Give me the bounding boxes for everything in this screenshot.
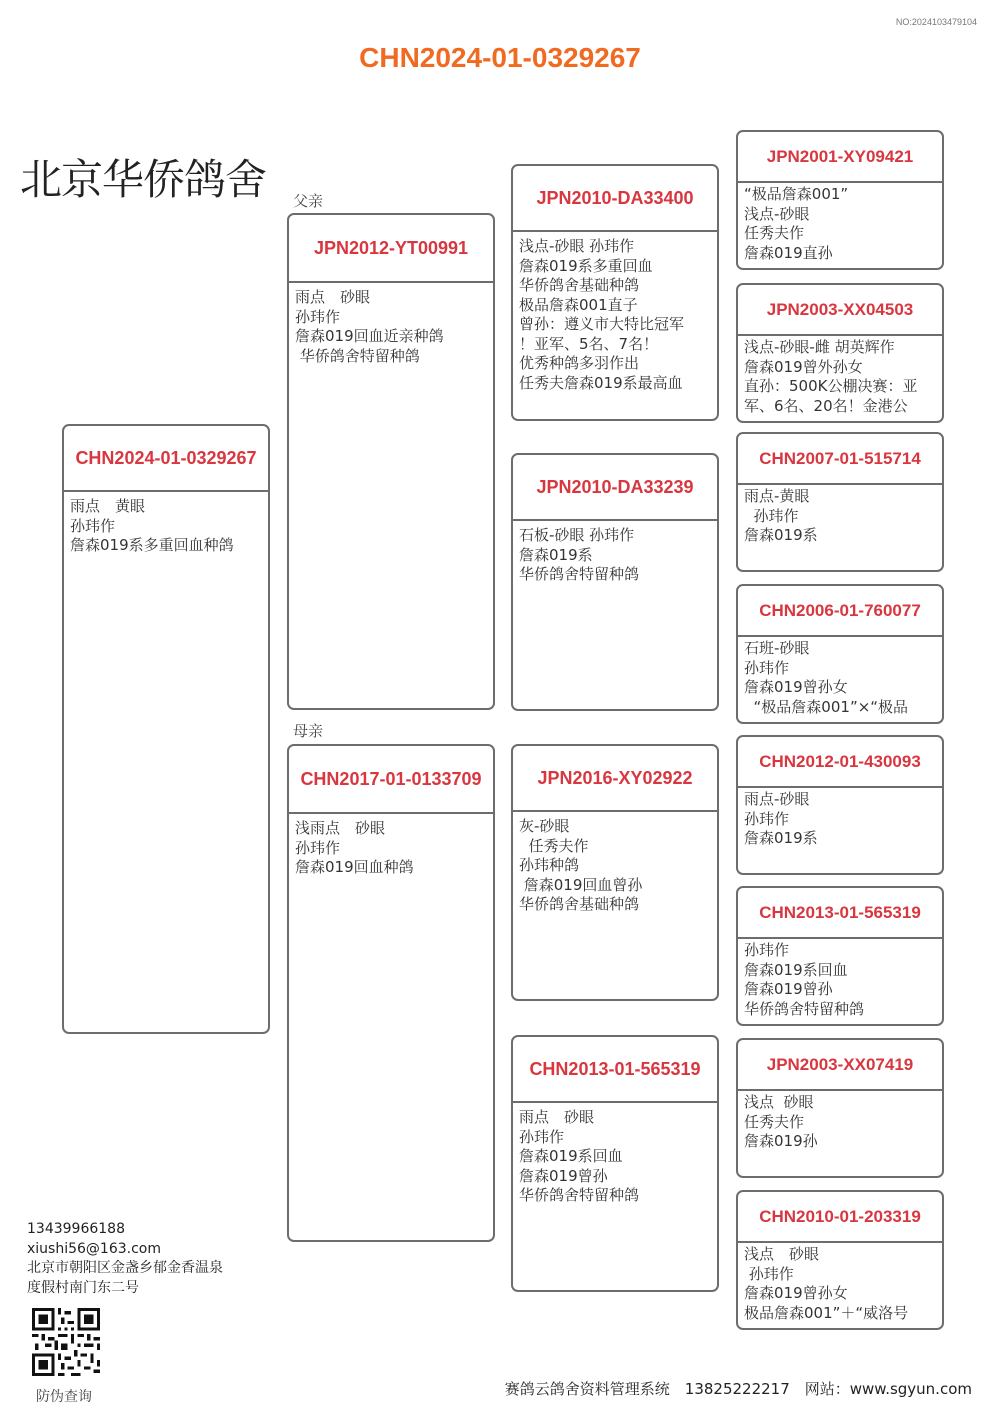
- detail-line: 孙玮作: [295, 307, 341, 326]
- grandsire-maternal-ring: JPN2016-XY02922: [513, 746, 717, 812]
- contact-address-line-2: 度假村南门东二号: [27, 1279, 139, 1296]
- mother-card: [287, 744, 495, 1242]
- detail-line: 华侨鸽舍基础种鸽: [519, 895, 640, 913]
- detail-line: 任秀夫作: [519, 836, 589, 855]
- ggp-details: [738, 183, 942, 263]
- father-details: [289, 283, 493, 366]
- contact-address-line-1: 北京市朝阳区金盏乡郁金香温泉: [27, 1260, 223, 1276]
- ggp-ring: JPN2003-XX04503: [738, 285, 942, 336]
- detail-line: 极品詹森001直子: [519, 295, 638, 314]
- detail-line: 优秀种鸽多羽作出: [519, 354, 640, 372]
- ggp-card-1: [736, 130, 944, 270]
- ggp-card-6: [736, 886, 944, 1026]
- granddam-maternal-card: [511, 1035, 719, 1292]
- detail-line: 詹森019曾孙女: [744, 678, 848, 696]
- detail-line: 詹森019直孙: [744, 243, 833, 262]
- document-number: NO:2024103479104: [895, 17, 977, 27]
- detail-line: 雨点 砂眼: [519, 1108, 595, 1126]
- detail-line: “极品詹森001”×“极品: [744, 697, 909, 716]
- detail-line: 詹森019系多重回血种鸽: [70, 536, 234, 554]
- detail-line: 詹森019系: [744, 526, 818, 544]
- detail-line: 浅点 砂眼: [744, 1093, 814, 1111]
- detail-line: 直孙：500K公棚决赛：亚: [744, 377, 918, 395]
- detail-line: 孙玮作: [744, 1264, 794, 1283]
- detail-line: 石板-砂眼 孙玮作: [519, 526, 635, 544]
- contact-info: [27, 1220, 223, 1298]
- subject-ring: CHN2024-01-0329267: [64, 426, 268, 492]
- detail-line: 孙玮作: [70, 516, 116, 535]
- detail-line: 詹森019回血近亲种鸽: [295, 327, 444, 345]
- detail-line: 詹森019系: [519, 545, 593, 564]
- footer-text: 赛鸽云鸽舍资料管理系统 13825222217 网站：www.sgyun.com: [504, 1380, 972, 1398]
- detail-line: 任秀夫作: [744, 1112, 805, 1131]
- detail-line: 詹森019回血种鸽: [295, 858, 414, 876]
- ggp-card-3: [736, 432, 944, 572]
- detail-line: 浅点 砂眼: [744, 1245, 820, 1263]
- ggp-ring: CHN2010-01-203319: [738, 1192, 942, 1243]
- detail-line: 詹森019曾孙女: [744, 1284, 848, 1302]
- detail-line: 雨点 砂眼: [295, 288, 371, 306]
- mother-details: [289, 814, 493, 878]
- detail-line: 孙玮作: [519, 1127, 565, 1146]
- detail-line: 孙玮种鸽: [519, 856, 580, 874]
- mother-label: 母亲: [293, 722, 324, 740]
- ggp-details: [738, 1091, 942, 1152]
- ggp-card-7: [736, 1038, 944, 1178]
- subject-details: [64, 492, 268, 556]
- ggp-ring: JPN2003-XX07419: [738, 1040, 942, 1091]
- detail-line: 华侨鸽舍基础种鸽: [519, 276, 640, 294]
- detail-line: 詹森019系多重回血: [519, 256, 653, 275]
- detail-line: “极品詹森001”: [744, 185, 849, 203]
- ggp-card-2: [736, 283, 944, 423]
- detail-line: 孙玮作: [295, 838, 341, 857]
- detail-line: 詹森019孙: [744, 1132, 818, 1150]
- grandsire-maternal-card: [511, 744, 719, 1001]
- detail-line: 军、6名、20名！金港公: [744, 396, 908, 415]
- ggp-ring: CHN2012-01-430093: [738, 737, 942, 788]
- main-ring-number: CHN2024-01-0329267: [359, 42, 641, 73]
- contact-email: xiushi56@163.com: [27, 1240, 161, 1257]
- ggp-details: [738, 788, 942, 849]
- granddam-maternal-ring: CHN2013-01-565319: [513, 1037, 717, 1103]
- detail-line: 孙玮作: [744, 809, 790, 828]
- detail-line: 詹森019曾外孙女: [744, 357, 863, 376]
- detail-line: 灰-砂眼: [519, 817, 570, 835]
- ggp-details: [738, 336, 942, 416]
- detail-line: 詹森019曾孙: [744, 980, 833, 998]
- grandsire-paternal-card: [511, 164, 719, 421]
- subject-card: [62, 424, 270, 1034]
- detail-line: 浅点-砂眼 孙玮作: [519, 237, 635, 255]
- ggp-card-5: [736, 735, 944, 875]
- detail-line: 任秀夫詹森019系最高血: [519, 373, 683, 392]
- grandsire-paternal-details: [513, 232, 717, 393]
- detail-line: 孙玮作: [744, 658, 790, 677]
- detail-line: 曾孙：遵义市大特比冠军: [519, 315, 685, 333]
- detail-line: 詹森019回血曾孙: [519, 875, 643, 894]
- detail-line: ！亚军、5名、7名！: [519, 334, 659, 353]
- detail-line: 雨点-黄眼: [744, 487, 810, 505]
- ggp-ring: CHN2007-01-515714: [738, 434, 942, 485]
- detail-line: 詹森019系回血: [519, 1147, 623, 1165]
- ggp-details: [738, 637, 942, 717]
- grandsire-maternal-details: [513, 812, 717, 915]
- detail-line: 石班-砂眼: [744, 639, 810, 657]
- grandsire-paternal-ring: JPN2010-DA33400: [513, 166, 717, 232]
- detail-line: 雨点 黄眼: [70, 497, 146, 515]
- granddam-paternal-ring: JPN2010-DA33239: [513, 455, 717, 521]
- ggp-ring: CHN2013-01-565319: [738, 888, 942, 939]
- granddam-paternal-details: [513, 521, 717, 585]
- detail-line: 孙玮作: [744, 941, 790, 959]
- detail-line: 任秀夫作: [744, 224, 805, 242]
- father-ring: JPN2012-YT00991: [289, 215, 493, 283]
- granddam-maternal-details: [513, 1103, 717, 1206]
- detail-line: 华侨鸽舍特留种鸽: [519, 1186, 640, 1204]
- loft-name: 北京华侨鸽舍: [20, 155, 267, 204]
- ggp-details: [738, 485, 942, 546]
- father-card: [287, 213, 495, 710]
- detail-line: 华侨鸽舍特留种鸽: [295, 346, 420, 365]
- detail-line: 詹森019系: [744, 829, 818, 847]
- qr-caption: 防伪查询: [36, 1389, 92, 1405]
- ggp-details: [738, 1243, 942, 1323]
- qr-code-icon[interactable]: [32, 1308, 100, 1376]
- detail-line: 雨点-砂眼: [744, 790, 810, 808]
- detail-line: 浅雨点 砂眼: [295, 819, 386, 837]
- ggp-card-8: [736, 1190, 944, 1330]
- detail-line: 极品詹森001”＋“威洛号: [744, 1303, 909, 1322]
- ggp-ring: CHN2006-01-760077: [738, 586, 942, 637]
- detail-line: 孙玮作: [744, 506, 799, 525]
- detail-line: 华侨鸽舍特留种鸽: [519, 565, 640, 583]
- ggp-ring: JPN2001-XY09421: [738, 132, 942, 183]
- father-label: 父亲: [293, 192, 324, 210]
- detail-line: 浅点-砂眼-雌 胡英辉作: [744, 338, 895, 356]
- detail-line: 华侨鸽舍特留种鸽: [744, 999, 865, 1018]
- detail-line: 詹森019曾孙: [519, 1166, 608, 1185]
- detail-line: 詹森019系回血: [744, 960, 848, 979]
- mother-ring: CHN2017-01-0133709: [289, 746, 493, 814]
- ggp-details: [738, 939, 942, 1019]
- detail-line: 浅点-砂眼: [744, 204, 810, 223]
- contact-phone: 13439966188: [27, 1221, 125, 1237]
- ggp-card-4: [736, 584, 944, 724]
- granddam-paternal-card: [511, 453, 719, 711]
